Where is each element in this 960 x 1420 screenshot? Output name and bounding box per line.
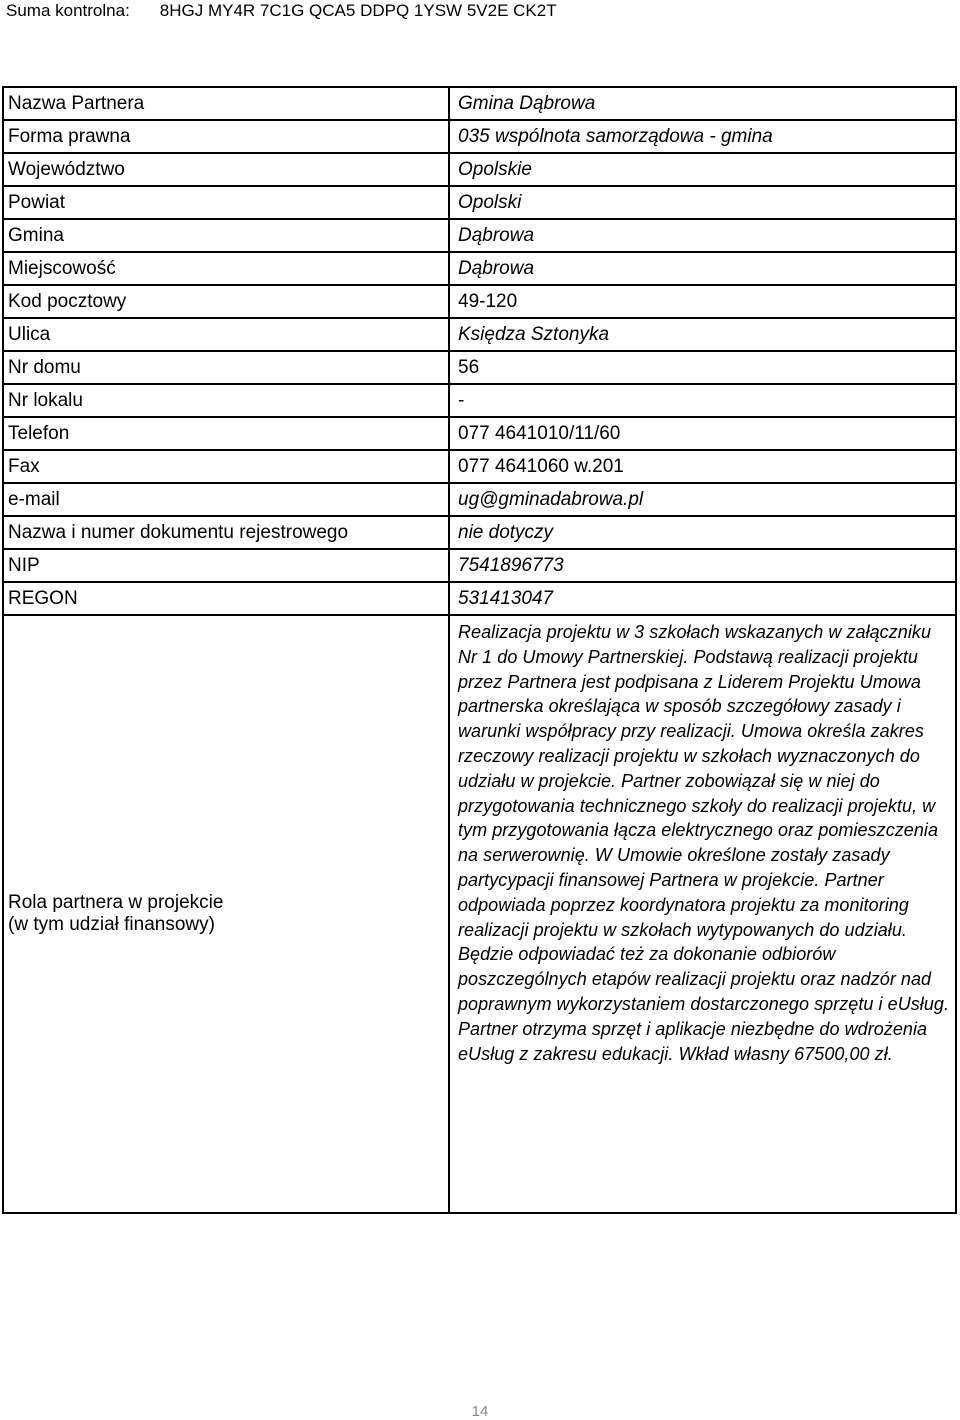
label-nip: NIP <box>3 549 449 582</box>
row-voivodeship <box>3 153 956 186</box>
row-nip <box>3 549 956 582</box>
checksum-line <box>6 0 557 22</box>
row-postal-code <box>3 285 956 318</box>
label-voivodeship: Województwo <box>3 153 449 186</box>
label-street: Ulica <box>3 318 449 351</box>
row-phone <box>3 417 956 450</box>
page-number: 14 <box>471 1403 489 1420</box>
label-registration-document: Nazwa i numer dokumentu rejestrowego <box>3 516 449 549</box>
label-fax: Fax <box>3 450 449 483</box>
label-email: e-mail <box>3 483 449 516</box>
row-legal-form <box>3 120 956 153</box>
label-postal-code: Kod pocztowy <box>3 285 449 318</box>
value-phone: 077 4641010/11/60 <box>449 417 956 450</box>
value-house-number: 56 <box>449 351 956 384</box>
value-county: Opolski <box>449 186 956 219</box>
label-municipality: Gmina <box>3 219 449 252</box>
value-street: Księdza Sztonyka <box>449 318 956 351</box>
row-email <box>3 483 956 516</box>
value-registration-document: nie dotyczy <box>449 516 956 549</box>
value-voivodeship: Opolskie <box>449 153 956 186</box>
value-partner-role: Realizacja projektu w 3 szkołach wskazanych w załączniku Nr 1 do Umowy Partnerskiej. Podstawą realizacji projektu przez Partnera jest podpisana z Liderem Projektu Umowa partnerska określająca w sposób szczegółowy zasady i warunki współpracy przy realizacji. Umowa określa zakres rzeczowy realizacji projektu w szkołach wyznaczonych do udziału w projekcie. Partner zobowiązał się w niej do przygotowania technicznego szkoły do realizacji projektu, w tym przygotowania łącza elektrycznego oraz pomieszczenia na serwerownię. W Umowie określone zostały zasady partycypacji finansowej Partnera w projekcie. Partner odpowiada poprzez koordynatora projektu za monitoring realizacji projektu w szkołach wytypowanych do udziału. Będzie odpowiadać też za dokonanie odbiorów poszczególnych etapów realizacji projektu oraz nadzór nad poprawnym wykorzystaniem dostarczonego sprzętu i eUsług. Partner otrzyma sprzęt i aplikacje niezbędne do wdrożenia eUsług z zakresu edukacji. Wkład własny 67500,00 zł. <box>449 615 956 1213</box>
value-fax: 077 4641060 w.201 <box>449 450 956 483</box>
label-apartment-number: Nr lokalu <box>3 384 449 417</box>
row-registration-document <box>3 516 956 549</box>
row-house-number <box>3 351 956 384</box>
value-regon: 531413047 <box>449 582 956 615</box>
row-municipality <box>3 219 956 252</box>
label-partner-role-line2: (w tym udział finansowy) <box>8 914 215 935</box>
label-partner-role-line1: Rola partnera w projekcie <box>8 892 224 913</box>
row-partner-role <box>3 615 956 1213</box>
value-locality: Dąbrowa <box>449 252 956 285</box>
row-regon <box>3 582 956 615</box>
label-partner-role <box>3 615 449 1213</box>
label-county: Powiat <box>3 186 449 219</box>
row-county <box>3 186 956 219</box>
row-locality <box>3 252 956 285</box>
label-regon: REGON <box>3 582 449 615</box>
value-postal-code: 49-120 <box>449 285 956 318</box>
partner-details-table <box>2 86 957 1214</box>
value-nip: 7541896773 <box>449 549 956 582</box>
checksum-value: 8HGJ MY4R 7C1G QCA5 DDPQ 1YSW 5V2E CK2T <box>159 1 557 20</box>
label-legal-form: Forma prawna <box>3 120 449 153</box>
value-email: ug@gminadabrowa.pl <box>449 483 956 516</box>
checksum-label: Suma kontrolna: <box>6 1 130 20</box>
label-phone: Telefon <box>3 417 449 450</box>
label-partner-name: Nazwa Partnera <box>3 87 449 120</box>
label-locality: Miejscowość <box>3 252 449 285</box>
row-fax <box>3 450 956 483</box>
value-legal-form: 035 wspólnota samorządowa - gmina <box>449 120 956 153</box>
row-street <box>3 318 956 351</box>
row-partner-name <box>3 87 956 120</box>
label-house-number: Nr domu <box>3 351 449 384</box>
row-apartment-number <box>3 384 956 417</box>
value-apartment-number: - <box>449 384 956 417</box>
value-partner-name: Gmina Dąbrowa <box>449 87 956 120</box>
value-municipality: Dąbrowa <box>449 219 956 252</box>
